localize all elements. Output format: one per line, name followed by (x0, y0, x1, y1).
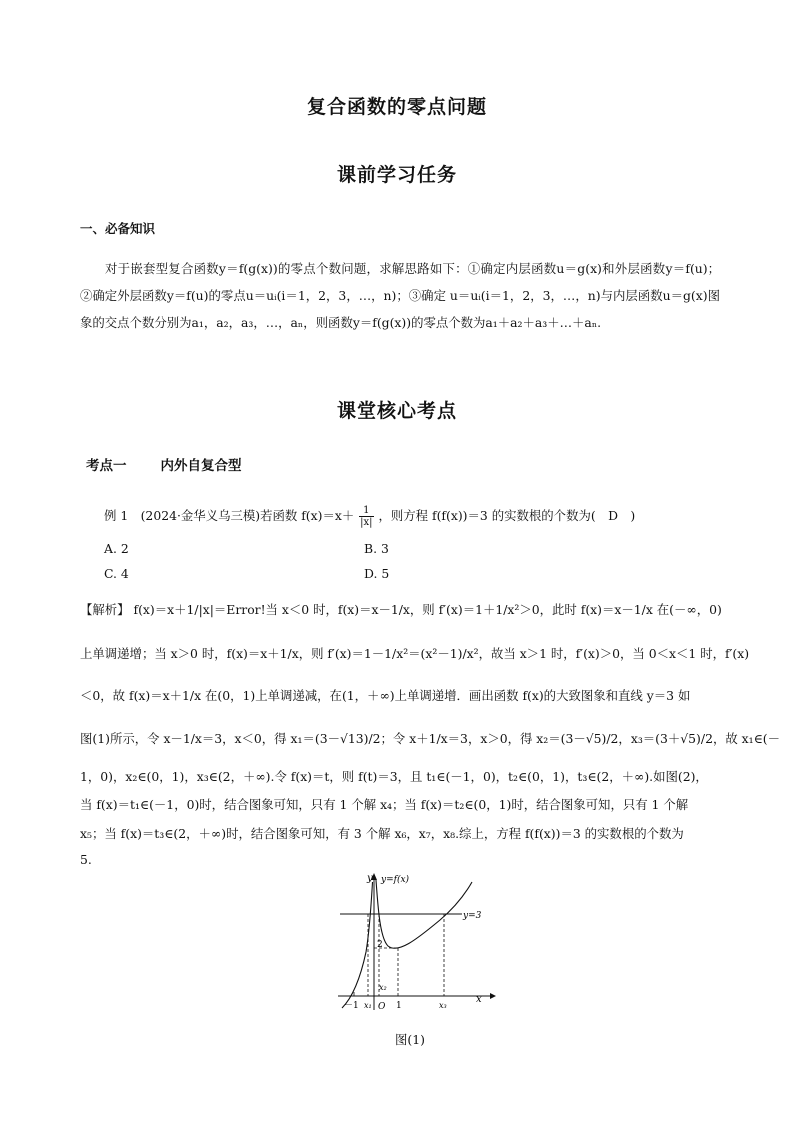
label-tick-x3: x₃ (439, 1001, 447, 1010)
option-a: A. 2 (104, 541, 129, 556)
kaodian-name: 内外自复合型 (160, 458, 242, 474)
label-y-axis: y (367, 873, 373, 884)
option-d: D. 5 (364, 566, 390, 581)
function-graph (330, 868, 500, 1014)
analysis-line-5: 1，0)，x₂∈(0，1)，x₃∈(2，＋∞).令 f(x)＝t，则 f(t)＝3，且 t₁∈(－1，0)，t₂∈(0，1)，t₃∈(2，＋∞).如图(2)， (80, 769, 708, 784)
x-axis-arrow (490, 993, 496, 999)
example-fraction (359, 505, 373, 528)
section-title-core: 课堂核心考点 (336, 400, 457, 422)
section-title-pre-class: 课前学习任务 (336, 164, 457, 186)
knowledge-heading: 一、必备知识 (80, 221, 156, 236)
label-tick-one: 1 (396, 1001, 402, 1011)
kaodian-label: 考点一 (86, 458, 127, 474)
label-tick-two: 2 (377, 940, 383, 950)
analysis-line-1: 【解析】 f(x)＝x＋1/|x|＝Error!当 x＜0 时，f(x)＝x－1/x，则 f′(x)＝1＋1/x²＞0，此时 f(x)＝x－1/x 在(－∞，0) (80, 602, 722, 617)
label-x-axis: x (476, 994, 482, 1005)
frac-num: 1 (359, 505, 373, 517)
option-c: C. 4 (104, 566, 129, 581)
analysis-line-6: 当 f(x)＝t₁∈(－1，0)时，结合图象可知，只有 1 个解 x₄；当 f(x)＝t₂∈(0，1)时，结合图象可知，只有 1 个解 (80, 797, 689, 812)
kaodian-heading (86, 454, 242, 474)
label-tick-x2: x₂ (379, 983, 387, 992)
example-question (104, 505, 635, 528)
knowledge-paragraph: 对于嵌套型复合函数y＝f(g(x))的零点个数问题，求解思路如下：①确定内层函数u＝g(x)和外层函数y＝f(u)；②确定外层函数y＝f(u)的零点u＝uᵢ(i＝1，2，3，…，n)；③确定 u＝uᵢ(i＝1，2，3，…，n)与内层函数u＝g(x)图象的交点个数分别为a₁，a₂，a₃，…，aₙ，则函数y＝f(g(x))的零点个数为a₁＋a₂＋a₃＋…＋aₙ. (80, 261, 720, 330)
analysis-line-3: ＜0，故 f(x)＝x＋1/x 在(0，1)上单调递减，在(1，＋∞)上单调递增．画出函数 f(x)的大致图象和直线 y＝3 如 (80, 688, 691, 703)
frac-den: |x| (360, 517, 373, 528)
label-tick-neg1: －1 (344, 1001, 359, 1011)
analysis-line-2: 上单调递增；当 x＞0 时，f(x)＝x＋1/x，则 f′(x)＝1－1/x²＝(x²－1)/x²，故当 x＞1 时，f′(x)＞0，当 0＜x＜1 时，f′(x) (80, 646, 750, 661)
example-prefix: 例 1 (2024·金华义乌三模)若函数 f(x)＝x＋ (104, 508, 355, 523)
option-b: B. 3 (364, 541, 389, 556)
label-curve: y=f(x) (381, 875, 410, 885)
document-title: 复合函数的零点问题 (306, 96, 487, 118)
label-tick-x1: x₁ (364, 1001, 372, 1010)
label-line: y=3 (463, 911, 482, 921)
label-origin: O (378, 1002, 386, 1012)
analysis-line-8: 5. (80, 852, 92, 867)
example-suffix: ，则方程 f(f(x))＝3 的实数根的个数为( D ) (378, 508, 636, 523)
analysis-line-4: 图(1)所示，令 x－1/x＝3，x＜0，得 x₁＝(3－√13)/2；令 x＋1/x＝3，x＞0，得 x₂＝(3－√5)/2，x₃＝(3＋√5)/2，故 x₁∈(－ (80, 731, 781, 746)
analysis-line-7: x₅；当 f(x)＝t₃∈(2，＋∞)时，结合图象可知，有 3 个解 x₆，x₇，x₈.综上，方程 f(f(x))＝3 的实数根的个数为 (80, 826, 684, 841)
figure-caption: 图(1) (395, 1032, 425, 1047)
